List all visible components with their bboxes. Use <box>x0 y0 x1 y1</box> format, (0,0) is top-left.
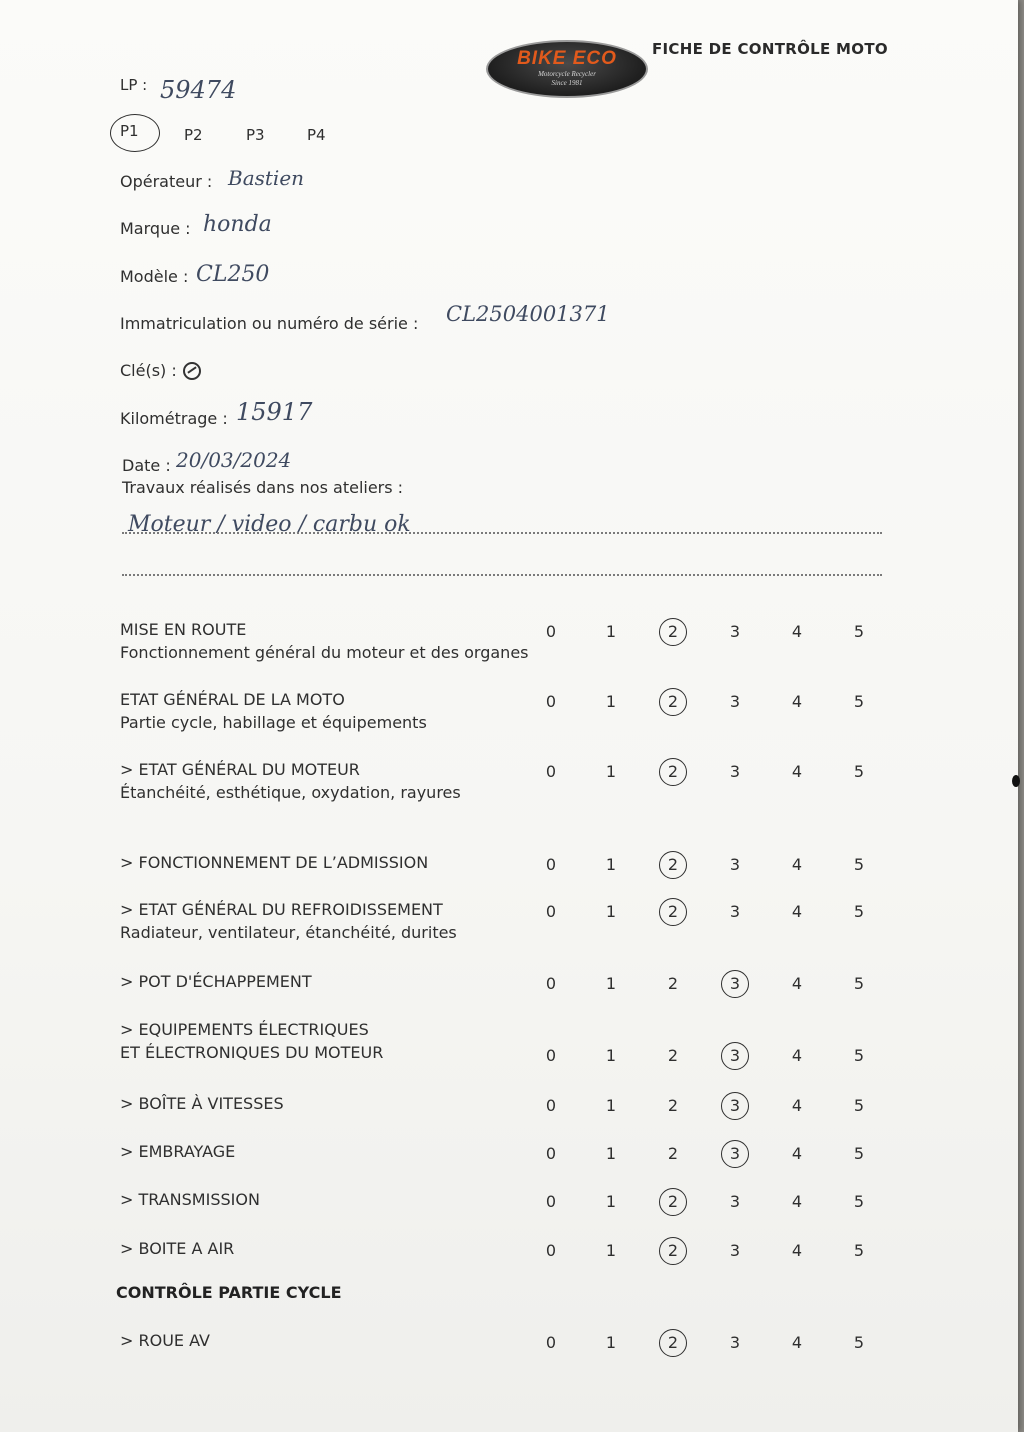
row-title: MISE EN ROUTE <box>120 620 247 639</box>
row-subtitle: Partie cycle, habillage et équipements <box>120 713 427 732</box>
document-title: FICHE DE CONTRÔLE MOTO <box>652 40 888 58</box>
score-option: 4 <box>791 762 803 781</box>
travaux-label: Travaux réalisés dans nos ateliers : <box>122 478 404 497</box>
score-selected: 2 <box>660 692 686 711</box>
position-p4: P4 <box>307 126 326 144</box>
row-title: > BOITE A AIR <box>120 1239 235 1258</box>
score-option: 4 <box>791 1333 803 1352</box>
score-option: 1 <box>605 1096 617 1115</box>
score-selected: 3 <box>722 1144 748 1163</box>
logo-since: Since 1981 <box>551 79 583 87</box>
score-option: 5 <box>853 1096 865 1115</box>
score-option: 5 <box>853 855 865 874</box>
score-option: 0 <box>545 855 557 874</box>
score-option: 0 <box>545 902 557 921</box>
score-option: 4 <box>791 1192 803 1211</box>
score-option: 4 <box>791 855 803 874</box>
score-selected: 2 <box>660 855 686 874</box>
score-option: 1 <box>605 1144 617 1163</box>
score-option: 0 <box>545 1096 557 1115</box>
score-option: 4 <box>791 1241 803 1260</box>
score-option: 5 <box>853 974 865 993</box>
row-title: > POT D'ÉCHAPPEMENT <box>120 972 312 991</box>
score-selected: 2 <box>660 1192 686 1211</box>
score-option: 3 <box>729 855 741 874</box>
row-subtitle: Étanchéité, esthétique, oxydation, rayures <box>120 783 461 802</box>
score-option: 0 <box>545 622 557 641</box>
date-label: Date : <box>122 456 171 475</box>
score-option: 0 <box>545 1046 557 1065</box>
score-option: 2 <box>667 1144 679 1163</box>
score-option: 0 <box>545 1241 557 1260</box>
bike-eco-logo <box>486 40 648 98</box>
score-option: 3 <box>729 1192 741 1211</box>
score-option: 1 <box>605 1046 617 1065</box>
score-option: 5 <box>853 1241 865 1260</box>
marque-value: honda <box>203 212 272 237</box>
score-option: 5 <box>853 1046 865 1065</box>
score-option: 4 <box>791 1144 803 1163</box>
lp-value: 59474 <box>160 76 237 104</box>
modele-label: Modèle : <box>120 267 189 286</box>
operateur-value: Bastien <box>228 166 305 190</box>
score-option: 4 <box>791 692 803 711</box>
score-selected: 3 <box>722 1096 748 1115</box>
score-option: 3 <box>729 622 741 641</box>
score-option: 1 <box>605 855 617 874</box>
logo-title: BIKE ECO <box>517 48 617 69</box>
score-option: 1 <box>605 1241 617 1260</box>
score-option: 0 <box>545 1333 557 1352</box>
row-subtitle: Fonctionnement général du moteur et des organes <box>120 643 529 662</box>
score-selected: 2 <box>660 1241 686 1260</box>
travaux-line-2 <box>122 574 882 576</box>
score-option: 1 <box>605 762 617 781</box>
row-title: > EMBRAYAGE <box>120 1142 236 1161</box>
score-option: 5 <box>853 622 865 641</box>
score-selected: 3 <box>722 974 748 993</box>
score-option: 1 <box>605 974 617 993</box>
row-title: > ETAT GÉNÉRAL DU MOTEUR <box>120 760 360 779</box>
immat-label: Immatriculation ou numéro de série : <box>120 314 419 333</box>
score-option: 5 <box>853 1333 865 1352</box>
logo-tagline: Motorcycle Recycler <box>538 70 596 78</box>
cles-label: Clé(s) : <box>120 361 177 380</box>
no-key-icon <box>183 362 201 380</box>
position-p3: P3 <box>246 126 265 144</box>
section-cycle-title: CONTRÔLE PARTIE CYCLE <box>116 1283 342 1302</box>
score-option: 2 <box>667 1046 679 1065</box>
score-option: 5 <box>853 902 865 921</box>
score-option: 1 <box>605 902 617 921</box>
immat-value: CL2504001371 <box>446 302 610 326</box>
score-option: 4 <box>791 974 803 993</box>
row-title: > FONCTIONNEMENT DE L’ADMISSION <box>120 853 429 872</box>
score-option: 1 <box>605 1192 617 1211</box>
score-option: 0 <box>545 1192 557 1211</box>
kilometrage-value: 15917 <box>236 398 313 426</box>
row-title: > ROUE AV <box>120 1331 210 1350</box>
score-selected: 2 <box>660 762 686 781</box>
score-option: 0 <box>545 974 557 993</box>
row-title: ETAT GÉNÉRAL DE LA MOTO <box>120 690 345 709</box>
score-option: 2 <box>667 1096 679 1115</box>
kilometrage-label: Kilométrage : <box>120 409 228 428</box>
score-option: 1 <box>605 692 617 711</box>
travaux-line-1 <box>122 532 882 534</box>
row-title: > EQUIPEMENTS ÉLECTRIQUES <box>120 1020 369 1039</box>
score-option: 5 <box>853 692 865 711</box>
travaux-value: Moteur / video / carbu ok <box>128 512 411 537</box>
score-option: 5 <box>853 1144 865 1163</box>
score-option: 1 <box>605 1333 617 1352</box>
modele-value: CL250 <box>196 262 270 287</box>
operateur-label: Opérateur : <box>120 172 213 191</box>
position-p1: P1 <box>120 122 139 140</box>
score-option: 0 <box>545 1144 557 1163</box>
row-title: > ETAT GÉNÉRAL DU REFROIDISSEMENT <box>120 900 443 919</box>
score-option: 5 <box>853 762 865 781</box>
score-option: 1 <box>605 622 617 641</box>
score-option: 4 <box>791 622 803 641</box>
score-selected: 2 <box>660 902 686 921</box>
score-selected: 2 <box>660 1333 686 1352</box>
score-selected: 3 <box>722 1046 748 1065</box>
ink-speck <box>1012 775 1020 787</box>
marque-label: Marque : <box>120 219 191 238</box>
score-option: 0 <box>545 692 557 711</box>
row-subtitle: ET ÉLECTRONIQUES DU MOTEUR <box>120 1043 384 1062</box>
score-option: 5 <box>853 1192 865 1211</box>
position-p2: P2 <box>184 126 203 144</box>
score-option: 3 <box>729 762 741 781</box>
score-option: 3 <box>729 902 741 921</box>
score-option: 3 <box>729 692 741 711</box>
lp-label: LP : <box>120 76 148 94</box>
date-value: 20/03/2024 <box>176 448 292 472</box>
score-option: 4 <box>791 902 803 921</box>
score-option: 0 <box>545 762 557 781</box>
score-selected: 2 <box>660 622 686 641</box>
score-option: 4 <box>791 1096 803 1115</box>
score-option: 2 <box>667 974 679 993</box>
score-option: 3 <box>729 1333 741 1352</box>
row-title: > TRANSMISSION <box>120 1190 260 1209</box>
row-title: > BOÎTE À VITESSES <box>120 1094 284 1113</box>
score-option: 3 <box>729 1241 741 1260</box>
row-subtitle: Radiateur, ventilateur, étanchéité, durites <box>120 923 457 942</box>
score-option: 4 <box>791 1046 803 1065</box>
